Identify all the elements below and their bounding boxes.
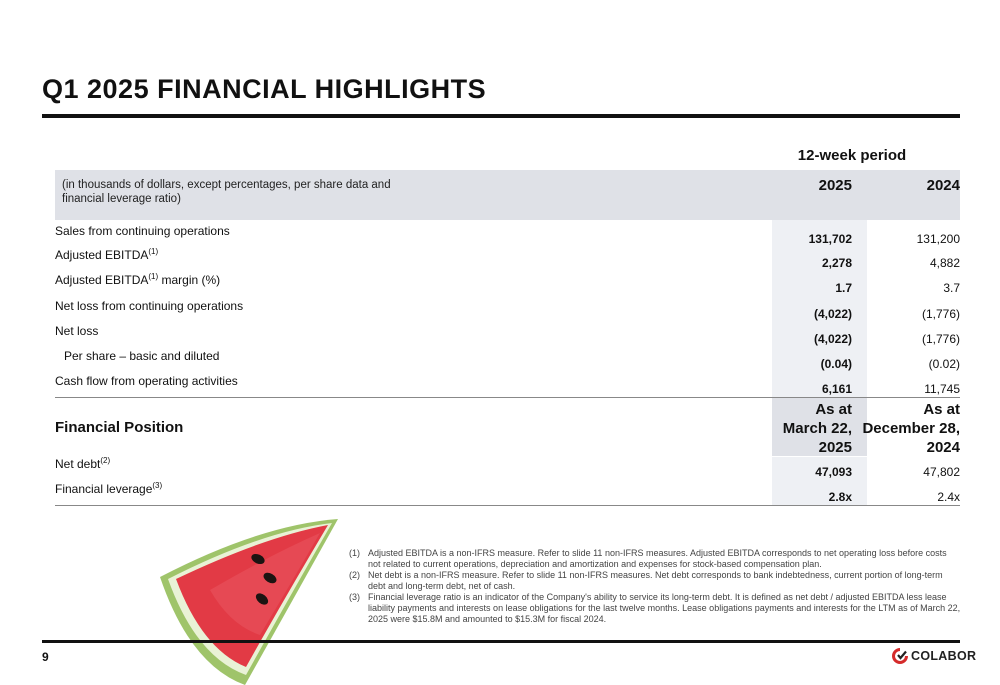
title-divider [42,114,960,118]
table-row [55,457,960,481]
page-number: 9 [42,650,49,664]
footnote-item: (2) Net debt is a non-IFRS measure. Refer to slide 11 non-IFRS measures. Net debt corresponds to bank indebtedness, current portion of long-term debt and long-term debt, net of cash. [349,570,943,591]
row-label: Adjusted EBITDA$^{(1)}$ margin (%) [55,272,221,287]
value-prior: 3.7 [943,281,960,295]
table-row [55,224,960,248]
value-prior: (0.02) [928,357,960,371]
value-prior: 4,882 [929,256,960,270]
year-current-header: 2025 [818,177,852,194]
table-description: (in thousands of dollars, except percentages, per share data and financial leverage ratio) [62,179,391,205]
table-row [55,374,960,398]
watermelon-slice-image [150,515,340,685]
value-prior: 131,200 [916,232,960,246]
value-current: 131,702 [808,232,852,246]
period-label: 12-week period [797,147,907,164]
footnote-ref: (1) [148,272,159,281]
value-current: (0.04) [820,357,852,371]
footnote-item: (1) Adjusted EBITDA is a non-IFRS measure. Refer to slide 11 non-IFRS measures. Adjusted EBITDA corresponds to net operating loss before costs not related to current operations, depreciation and amortization and expenses for stock-based compensation plan. [349,548,947,569]
row-label: Per share – basic and diluted [64,349,220,363]
table-divider [55,505,960,506]
table-row [55,273,960,297]
footnote-item: (3) Financial leverage ratio is an indicator of the Company's ability to service its long-term debt. It is defined as net debt / adjusted EBITDA less lease liability payments and interests on lease obligations for the last twelve months. Lease obligations payments and interests for the LTM as of March 22, 2025 were $15.8M and amounted to $15.3M for fiscal 2024. [349,592,961,624]
page-title: Q1 2025 FINANCIAL HIGHLIGHTS [42,74,487,104]
row-label: Sales from continuing operations [55,224,230,238]
value-prior: (1,776) [921,307,960,321]
value-current: 6,161 [821,382,852,396]
value-prior: 47,802 [923,465,960,479]
colabor-logo [892,648,976,664]
value-current: 47,093 [815,465,852,479]
value-current: 1.7 [835,281,852,295]
table-row [55,324,960,348]
value-prior: 2.4x [937,490,960,504]
footnote-ref: (1) [148,247,159,256]
table-row [55,349,960,373]
financial-position-heading: Financial Position [55,419,184,436]
row-label: Net loss [55,324,99,338]
row-label: Net debt$^{(2)}$ [55,456,111,471]
value-current: (4,022) [813,307,852,321]
value-current: (4,022) [813,332,852,346]
position-prior-header: As at December 28, 2024 [862,401,960,456]
footnote-ref: (3) [152,481,163,490]
value-prior: 11,745 [924,382,960,396]
footnotes [349,548,961,625]
value-current: 2,278 [821,256,852,270]
colabor-logo-icon [892,648,908,664]
table-row [55,248,960,272]
footnote-ref: (2) [100,456,111,465]
year-prior-header: 2024 [926,177,960,194]
table-row [55,482,960,506]
value-prior: (1,776) [921,332,960,346]
logo-wordmark: COLABOR [911,649,977,663]
position-current-header: As at March 22, 2025 [782,401,852,456]
value-current: 2.8x [828,490,852,504]
row-label: Net loss from continuing operations [55,299,244,313]
footer-divider [42,640,960,643]
row-label: Financial leverage$^{(3)}$ [55,481,163,496]
row-label: Adjusted EBITDA$^{(1)}$ [55,247,159,262]
row-label: Cash flow from operating activities [55,374,238,388]
table-row [55,299,960,323]
